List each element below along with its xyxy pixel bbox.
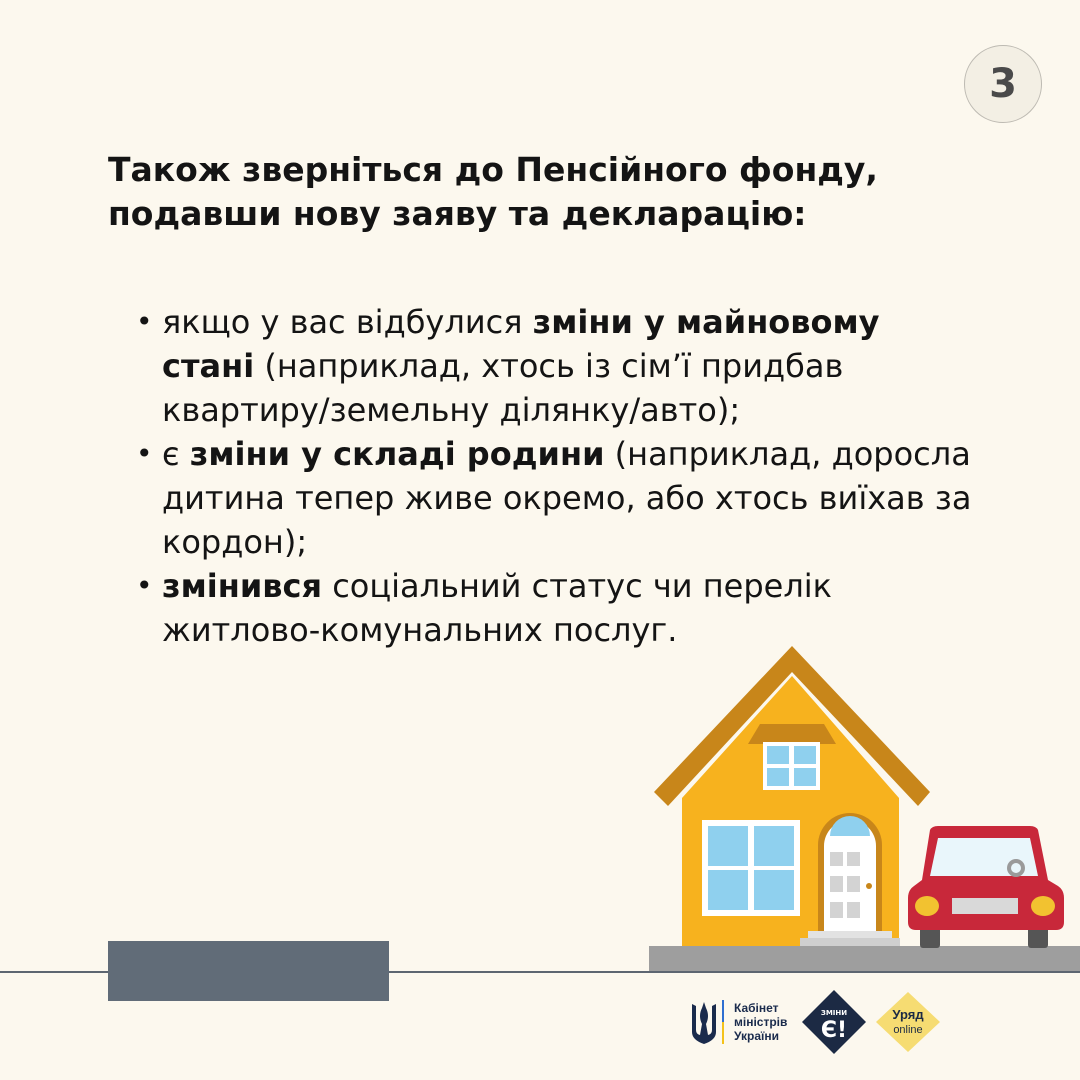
cabinet-logo-text: Кабінет міністрів України <box>734 1001 788 1043</box>
heading-line-1: Також зверніться до Пенсійного фонду, <box>108 150 878 189</box>
svg-text:Уряд: Уряд <box>892 1007 924 1022</box>
headlight <box>915 896 939 916</box>
heading-line-2: подавши нову заяву та декларацію: <box>108 194 807 233</box>
svg-text:ЗМІНИ: ЗМІНИ <box>821 1009 848 1017</box>
svg-text:online: online <box>893 1024 924 1036</box>
footer-logos <box>688 992 943 1052</box>
list-item: • якщо у вас відбулися зміни у майновому стані (наприклад, хтось із сім’ї придбав квартиру/земельну ділянку/авто); <box>162 300 982 432</box>
list-item: • є зміни у складі родини (наприклад, доросла дитина тепер живе окремо, або хтось виїхав за кордон); <box>162 432 982 564</box>
trident-icon <box>688 998 720 1046</box>
attic-awning <box>748 724 836 744</box>
uriad-online-logo <box>873 989 943 1055</box>
door-step <box>808 931 892 939</box>
house-car-illustration <box>640 640 1080 980</box>
headlight <box>1031 896 1055 916</box>
page-number-badge: 3 <box>964 45 1042 123</box>
list-item: • змінився соціальний статус чи перелік житлово-комунальних послуг. <box>162 564 982 652</box>
svg-text:Є!: Є! <box>821 1018 848 1043</box>
ground-strip <box>649 946 1080 972</box>
door-step <box>800 938 900 946</box>
flag-divider <box>720 1000 726 1044</box>
bullet-list <box>162 300 982 652</box>
car-grille <box>952 898 1018 914</box>
zminy-logo <box>801 989 867 1055</box>
page-heading <box>108 148 908 236</box>
footer-block <box>108 941 389 1001</box>
car-icon <box>908 826 1064 948</box>
